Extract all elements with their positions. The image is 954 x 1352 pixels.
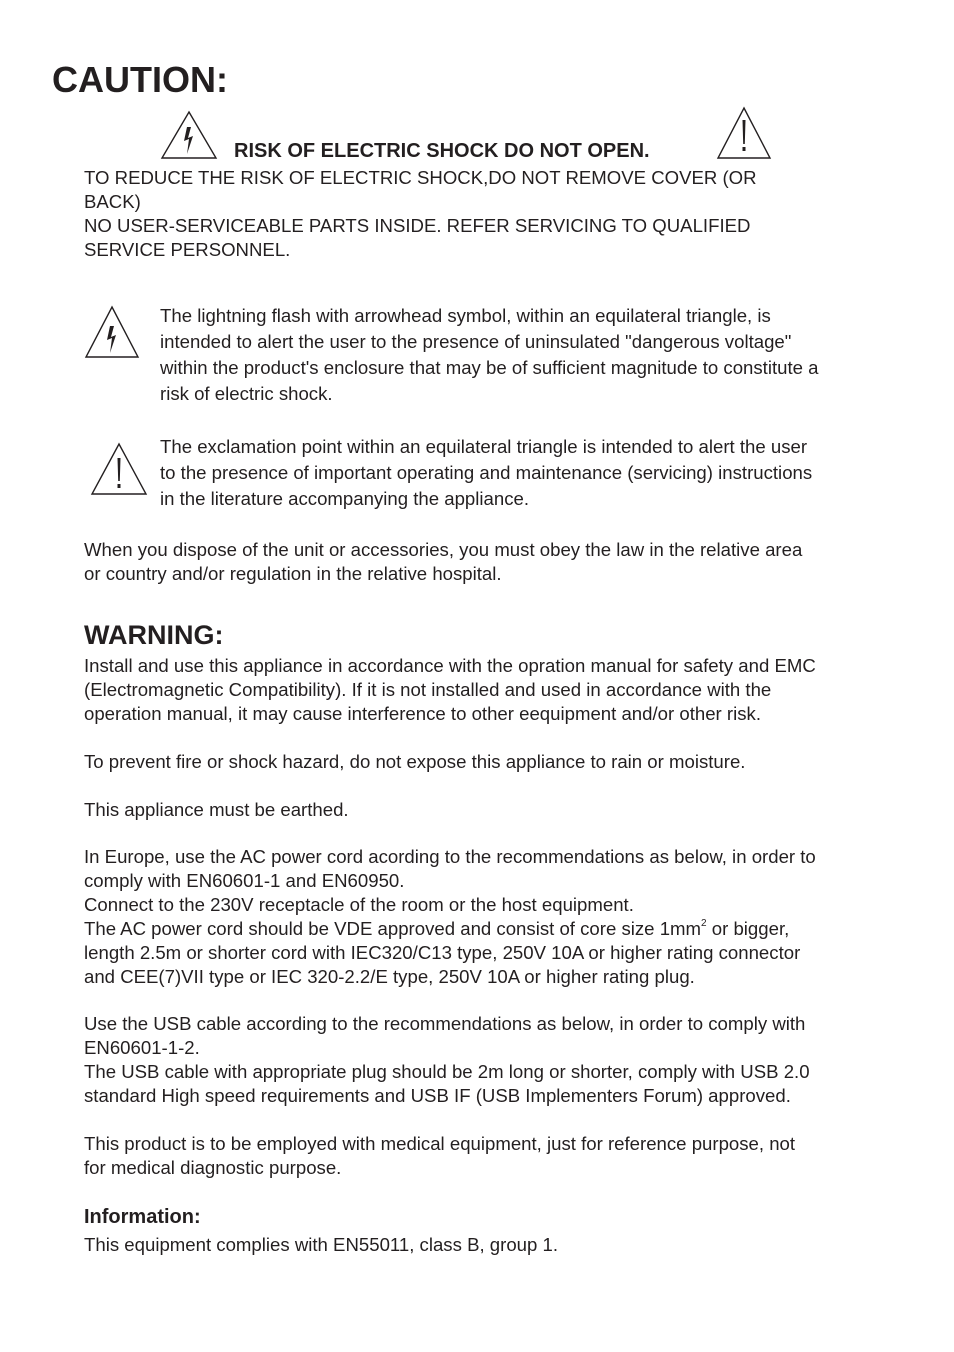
fire-paragraph [84, 750, 904, 774]
text-line: In Europe, use the AC power cord acording to the recommendations as below, in order to [84, 846, 816, 867]
text-line: This appliance must be earthed. [84, 799, 349, 820]
text-line: for medical diagnostic purpose. [84, 1157, 342, 1178]
text-line: length 2.5m or shorter cord with IEC320/C13 type, 250V 10A or higher rating connector [84, 942, 801, 963]
earth-paragraph [84, 798, 904, 822]
text-line: EN60601-1-2. [84, 1037, 200, 1058]
text-line: BACK) [84, 191, 141, 212]
information-title: Information: [84, 1206, 201, 1228]
power-cord-paragraph [84, 845, 904, 989]
text-line: Use the USB cable according to the recommendations as below, in order to comply with [84, 1013, 806, 1034]
lightning-triangle-icon [84, 305, 140, 361]
text-line: The USB cable with appropriate plug should be 2m long or shorter, comply with USB 2.0 [84, 1061, 810, 1082]
text-line: comply with EN60601-1 and EN60950. [84, 870, 405, 891]
text-line: SERVICE PERSONNEL. [84, 239, 291, 260]
text-line: in the literature accompanying the appliance. [160, 488, 530, 509]
text-line: to the presence of important operating and maintenance (servicing) instructions [160, 462, 813, 483]
lightning-triangle-icon [160, 110, 218, 160]
install-paragraph [84, 654, 904, 726]
exclamation-symbol-explanation [84, 434, 894, 514]
medical-paragraph [84, 1132, 904, 1180]
text-line: (Electromagnetic Compatibility). If it is not installed and used in accordance with the [84, 679, 772, 700]
text-line: NO USER-SERVICEABLE PARTS INSIDE. REFER SERVICING TO QUALIFIED [84, 215, 751, 236]
text-line: within the product's enclosure that may be of sufficient magnitude to constitute a [160, 357, 819, 378]
exclamation-triangle-icon [716, 106, 772, 160]
text-line: risk of electric shock. [160, 383, 333, 404]
warning-title: WARNING: [84, 620, 224, 650]
risk-heading-row [160, 106, 780, 162]
usb-paragraph [84, 1012, 904, 1108]
risk-heading: RISK OF ELECTRIC SHOCK DO NOT OPEN. [234, 140, 650, 162]
text-line: intended to alert the user to the presence of uninsulated "dangerous voltage" [160, 331, 792, 352]
text-line: and CEE(7)VII type or IEC 320-2.2/E type, 250V 10A or higher rating plug. [84, 966, 695, 987]
text-line: or country and/or regulation in the relative hospital. [84, 563, 502, 584]
text-line: Install and use this appliance in accordance with the opration manual for safety and EMC [84, 655, 816, 676]
lightning-text [160, 303, 900, 407]
information-paragraph [84, 1233, 904, 1257]
dispose-paragraph [84, 538, 904, 586]
superscript: 2 [701, 917, 707, 929]
text-line: operation manual, it may cause interference to other eequipment and/or other risk. [84, 703, 761, 724]
caution-title: CAUTION: [52, 59, 228, 100]
text-line: To prevent fire or shock hazard, do not expose this appliance to rain or moisture. [84, 751, 746, 772]
exclamation-triangle-icon [90, 442, 148, 496]
text-line: This equipment complies with EN55011, class B, group 1. [84, 1234, 559, 1255]
text-line: standard High speed requirements and USB IF (USB Implementers Forum) approved. [84, 1085, 791, 1106]
text-line: The exclamation point within an equilateral triangle is intended to alert the user [160, 436, 808, 457]
text-line: TO REDUCE THE RISK OF ELECTRIC SHOCK,DO NOT REMOVE COVER (OR [84, 167, 757, 188]
text-line [84, 917, 904, 941]
text-line: Connect to the 230V receptacle of the room or the host equipment. [84, 894, 634, 915]
reduce-risk-text [84, 166, 844, 262]
text-line: This product is to be employed with medical equipment, just for reference purpose, not [84, 1133, 796, 1154]
text-line: The lightning flash with arrowhead symbol, within an equilateral triangle, is [160, 305, 771, 326]
text-segment: or bigger, [706, 918, 790, 939]
text-segment: The AC power cord should be VDE approved and consist of core size 1mm [84, 918, 702, 939]
text-line: When you dispose of the unit or accessories, you must obey the law in the relative area [84, 539, 803, 560]
lightning-symbol-explanation [84, 303, 894, 411]
exclamation-text [160, 434, 900, 512]
